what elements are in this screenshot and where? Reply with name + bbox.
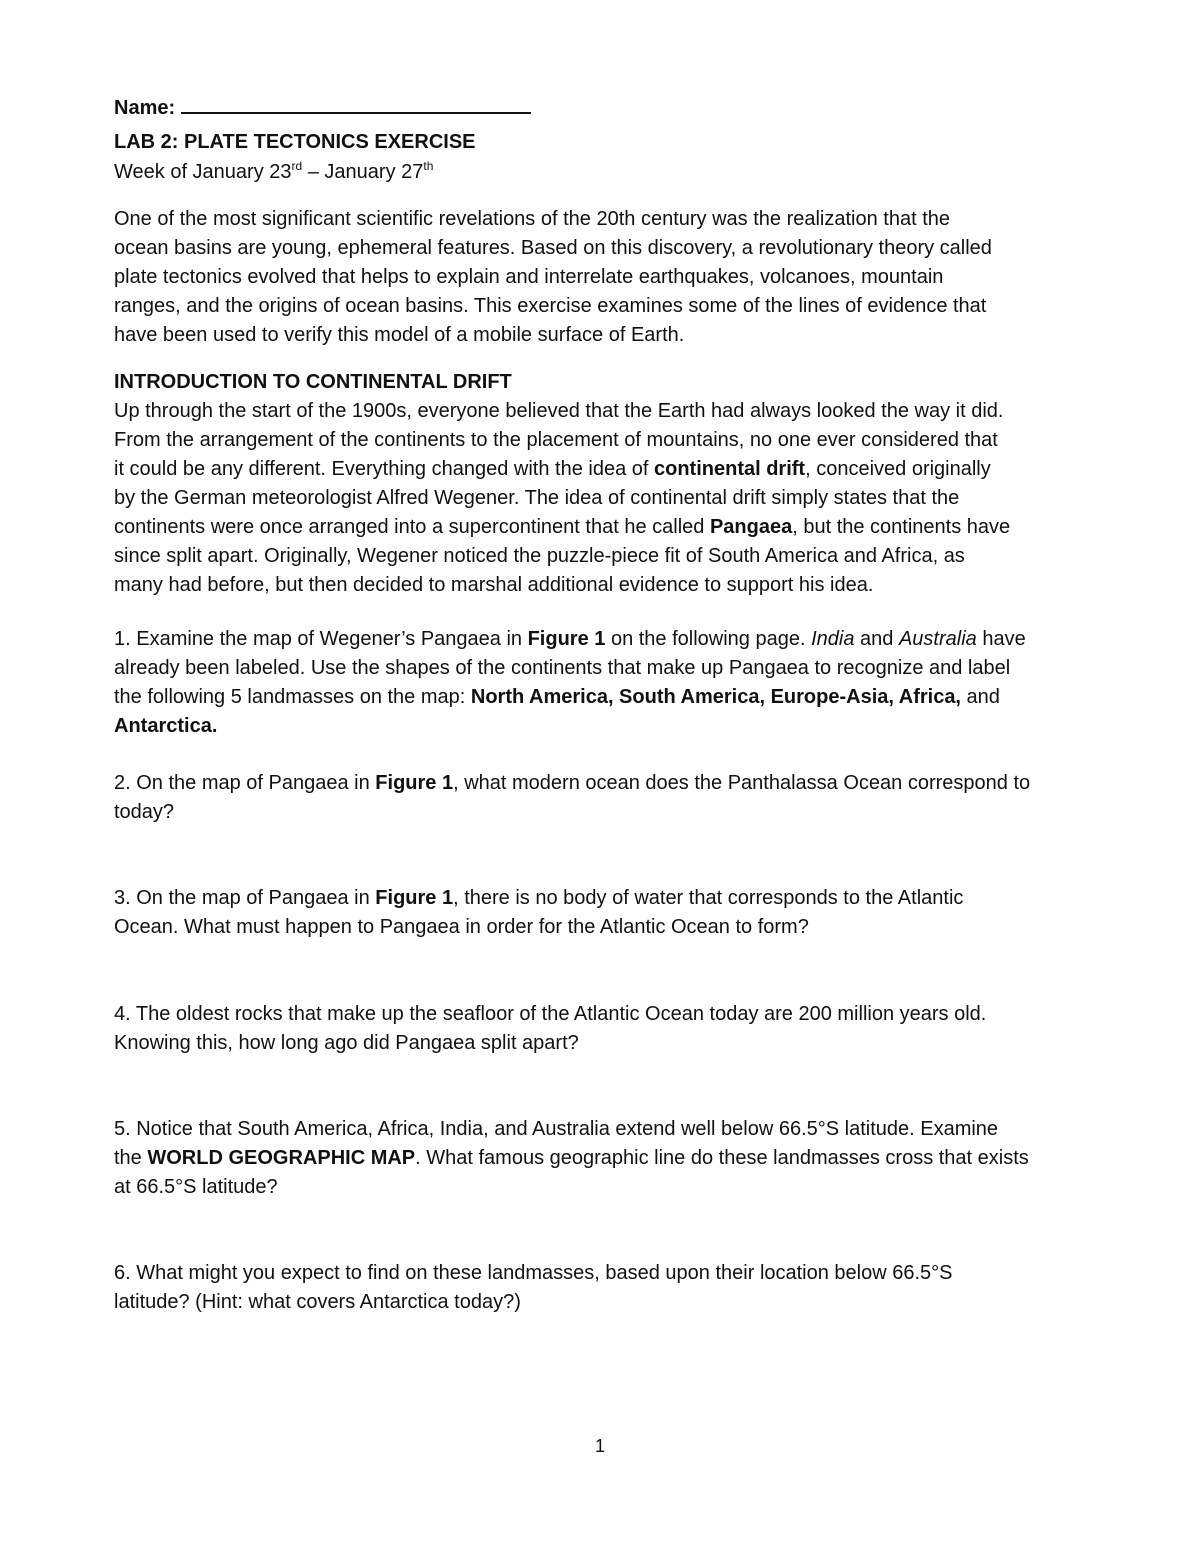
text-run: , conceived originally — [805, 458, 991, 480]
text-run: the — [114, 1147, 148, 1169]
question-1 — [114, 625, 1104, 741]
text-run: 1. Examine the map of Wegener’s Pangaea in — [114, 628, 528, 650]
question-5 — [114, 1115, 1104, 1202]
lab-title — [114, 128, 1104, 157]
page-number: 1 — [594, 1436, 605, 1456]
question-6 — [114, 1259, 1104, 1317]
intro-line: ranges, and the origins of ocean basins. This exercise examines some of the lines of evidence that — [114, 295, 987, 317]
q5-line: at 66.5°S latitude? — [114, 1176, 278, 1198]
text-run: . What famous geographic line do these landmasses cross that exists — [415, 1147, 1029, 1169]
cd-line: by the German meteorologist Alfred Wegener. The idea of continental drift simply states that the — [114, 487, 960, 509]
intro-paragraph — [114, 205, 1104, 350]
q6-line: latitude? (Hint: what covers Antarctica today?) — [114, 1291, 521, 1313]
figure-ref: Figure 1 — [375, 772, 454, 794]
intro-line: ocean basins are young, ephemeral features. Based on this discovery, a revolutionary theory called — [114, 237, 992, 259]
cd-line — [114, 513, 1104, 542]
text-run: , there is no body of water that corresponds to the Atlantic — [453, 887, 964, 909]
text-run: and — [961, 686, 1000, 708]
lab-title-text: LAB 2: PLATE TECTONICS EXERCISE — [114, 131, 476, 153]
text-run: , but the continents have — [792, 516, 1011, 538]
text-run: the following 5 landmasses on the map: — [114, 686, 471, 708]
q5-line: 5. Notice that South America, Africa, India, and Australia extend well below 66.5°S latitude. Examine — [114, 1118, 999, 1140]
q1-line — [114, 625, 1104, 654]
term-continental-drift: continental drift — [653, 458, 806, 480]
q2-line: today? — [114, 801, 175, 823]
intro-line: plate tectonics evolved that helps to explain and interrelate earthquakes, volcanoes, mountain — [114, 266, 944, 288]
figure-ref: Figure 1 — [375, 887, 454, 909]
name-field — [114, 94, 1104, 123]
q1-line — [114, 712, 1104, 741]
cd-line — [114, 455, 1104, 484]
q4-line: Knowing this, how long ago did Pangaea split apart? — [114, 1032, 579, 1054]
q3-line: Ocean. What must happen to Pangaea in order for the Atlantic Ocean to form? — [114, 916, 809, 938]
continental-drift-paragraph — [114, 397, 1104, 600]
text-run: , what modern ocean does the Panthalassa Ocean correspond to — [453, 772, 1031, 794]
question-3 — [114, 884, 1104, 942]
week-end-suffix: th — [423, 159, 434, 173]
text-run: have — [976, 628, 1026, 650]
cd-line: From the arrangement of the continents to the placement of mountains, no one ever considered that — [114, 429, 998, 451]
q1-line — [114, 683, 1104, 712]
q6-line: 6. What might you expect to find on these landmasses, based upon their location below 66.5°S — [114, 1262, 953, 1284]
question-4 — [114, 1000, 1104, 1058]
cd-line: Up through the start of the 1900s, everyone believed that the Earth had always looked the way it did. — [114, 400, 1004, 422]
name-blank-line — [181, 94, 531, 114]
section-heading: INTRODUCTION TO CONTINENTAL DRIFT — [114, 371, 512, 393]
term-pangaea: Pangaea — [709, 516, 793, 538]
q2-line — [114, 769, 1104, 798]
label-india: India — [811, 628, 855, 650]
q3-line — [114, 884, 1104, 913]
cd-line: many had before, but then decided to marshal additional evidence to support his idea. — [114, 574, 874, 596]
continental-drift-heading — [114, 368, 1104, 397]
figure-ref: Figure 1 — [527, 628, 606, 650]
label-australia: Australia — [898, 628, 977, 650]
q5-line — [114, 1144, 1104, 1173]
landmass-list: North America, South America, Europe-Asia, Africa, — [470, 686, 961, 708]
week-start-suffix: rd — [291, 159, 303, 173]
name-label: Name: — [114, 97, 176, 119]
text-run: on the following page. — [605, 628, 812, 650]
text-run: 3. On the map of Pangaea in — [114, 887, 376, 909]
text-run: and — [854, 628, 899, 650]
text-run: it could be any different. Everything changed with the idea of — [114, 458, 654, 480]
q4-line: 4. The oldest rocks that make up the seafloor of the Atlantic Ocean today are 200 million years old. — [114, 1003, 987, 1025]
text-run: continents were once arranged into a supercontinent that he called — [114, 516, 710, 538]
week-start: Week of January 23 — [114, 161, 292, 183]
question-2 — [114, 769, 1104, 827]
intro-line: One of the most significant scientific revelations of the 20th century was the realization that the — [114, 208, 951, 230]
intro-line: have been used to verify this model of a mobile surface of Earth. — [114, 324, 685, 346]
world-map-ref: WORLD GEOGRAPHIC MAP — [147, 1147, 416, 1169]
landmass-antarctica: Antarctica. — [114, 715, 218, 737]
week-line — [114, 158, 1104, 187]
text-run: 2. On the map of Pangaea in — [114, 772, 376, 794]
cd-line: since split apart. Originally, Wegener noticed the puzzle-piece fit of South America and Africa, as — [114, 545, 965, 567]
q1-line: already been labeled. Use the shapes of the continents that make up Pangaea to recognize and label — [114, 657, 1011, 679]
week-end: – January 27 — [302, 161, 424, 183]
